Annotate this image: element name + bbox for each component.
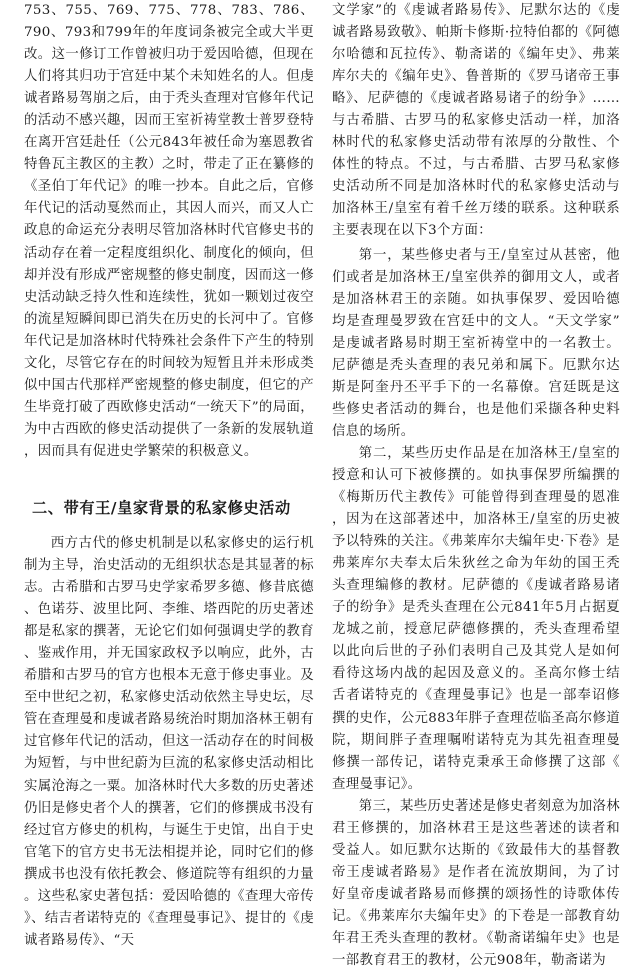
body-paragraph: 753、755、769、775、778、783、786、790、793和799年的年度词条被完全或大半更改。这一修订工作曾被归功于爱因哈德，但现在人们将其归功于宫廷中某个未知姓名的人。但虔诚者路易驾崩之后，由于秃头查理对官修年代记的活动不感兴趣，因而王室祈祷堂教士普罗登特在离开宫廷赴任（公元843年被任命为塞恩教省特鲁瓦主教区的主教）之时，带走了正在纂修的《圣伯丁年代记》的唯一抄本。自此之后，官修年代记的活动戛然而止，其因人而兴，而又人亡政息的命运充分表明尽管加洛林时代官修史书的活动存在着一定程度组织化、制度化的倾向，但却并没有形成严密规整的修史制度，因而这一修史活动缺乏持久性和连续性，犹如一颗划过夜空的流星短瞬间即已消失在历史的长河中了。官修年代记是加洛林时代特殊社会条件下产生的特别文化，尽管它存在的时间较为短暂且并未形成类似中国古代那样严密规整的修史制度，但它的产生毕竟打破了西欧修史活动“一统天下”的局面，为中古西欧的修史活动提供了一条新的发展轨道，因而具有促进史学繁荣的积极意义。 [24, 3, 314, 459]
right-column [332, 0, 620, 972]
body-paragraph: 第二，某些历史作品是在加洛林王/皇室的授意和认可下被修撰的。如执事保罗所编撰的《梅斯历代主教传》可能曾得到查理曼的恩准，因为在这部著述中，加洛林王/皇室的历史被予以特殊的关注。《弗莱库尔夫编年史·下卷》是弗莱库尔夫奉太后朱狄丝之命为年幼的国王秃头查理编修的教材。尼萨德的《虔诚者路易诸子的纷争》是秃头查理在公元841年5月占据夏龙城之前，授意尼萨德修撰的，秃头查理希望以此向后世的子孙们表明自己及其党人是如何看待这场内战的起因及意义的。圣高尔修士结舌者诺特克的《查理曼事记》也是一部奉诏修撰的史作，公元883年胖子查理莅临圣高尔修道院，期间胖子查理嘱咐诺特克为其先祖查理曼修撰一部传记，诺特克秉承王命修撰了这部《查理曼事记》。 [332, 445, 620, 792]
body-paragraph: 文学家”的《虔诚者路易传》、尼默尔达的《虔诚者路易致敬》、帕斯卡修斯·拉特伯都的《阿德尔哈德和瓦拉传》、勒斋诺的《编年史》、弗莱库尔夫的《编年史》、鲁普斯的《罗马诸帝王事略》、尼萨德的《虔诚者路易诸子的纷争》……与古希腊、古罗马的私家修史活动一样，加洛林时代的私家修史活动带有浓厚的分散性、个体性的特点。不过，与古希腊、古罗马私家修史活动所不同是加洛林时代的私家修史活动与加洛林王/皇室有着千丝万缕的联系。这种联系主要表现在以下3个方面： [332, 3, 620, 239]
body-paragraph: 西方古代的修史机制是以私家修史的运行机制为主导，治史活动的无组织状态是其显著的标志。古希腊和古罗马史学家希罗多德、修昔底德、色诺芬、波里比阿、李维、塔西陀的历史著述都是私家的撰著，无论它们如何强调史学的教育、鉴戒作用，并无国家政权予以响应，此外，古希腊和古罗马的官方也根本无意于修史事业。及至中世纪之初，私家修史活动依然主导史坛，尽管在查理曼和虔诚者路易统治时期加洛林王朝有过官修年代记的活动，但这一活动存在的时间极为短暂，与中世纪蔚为巨流的私家修史活动相比实属沧海之一粟。加洛林时代大多数的历史著述仍旧是修史者个人的撰著，它们的修撰成书没有经过官方修史的机构，与诞生于史馆，出自于史官笔下的官方史书无法相提并论，同时它们的修撰成书也没有依托教会、修道院等有组织的力量。这些私家史著包括：爱因哈德的《查理大帝传》、结吉者诺特克的《查理曼事记》、提甘的《虔诚者路易传》、“天 [24, 535, 314, 948]
body-paragraph: 第一，某些修史者与王/皇室过从甚密，他们或者是加洛林王/皇室供养的御用文人，或者是加洛林君王的亲随。如执事保罗、爱因哈德均是查理曼罗致在宫廷中的文人。“天文学家”是虔诚者路易时期王室祈祷堂中的一名教士。尼萨德是秃头查理的表兄弟和属下。厄默尔达斯是阿奎丹丕平手下的一名幕僚。宫廷既是这些修史者活动的舞台，也是他们采撷各种史料信息的场所。 [332, 247, 620, 439]
body-paragraph: 第三，某些历史著述是修史者刻意为加洛林君王修撰的，加洛林君王是这些著述的读者和受益人。如厄默尔达斯的《致最伟大的基督教帝王虔诚者路易》是作者在流放期间，为了讨好皇帝虔诚者路易而修撰的颂扬性的诗歌体传记。《弗莱库尔夫编年史》的下卷是一部教育幼年君王秃头查理的教材。《勒斋诺编年史》也是一部教育君王的教材，公元908年，勒斋诺为 [332, 798, 620, 969]
section-heading: 二、带有王/皇家背景的私家修史活动 [32, 498, 291, 517]
left-column [24, 0, 314, 952]
